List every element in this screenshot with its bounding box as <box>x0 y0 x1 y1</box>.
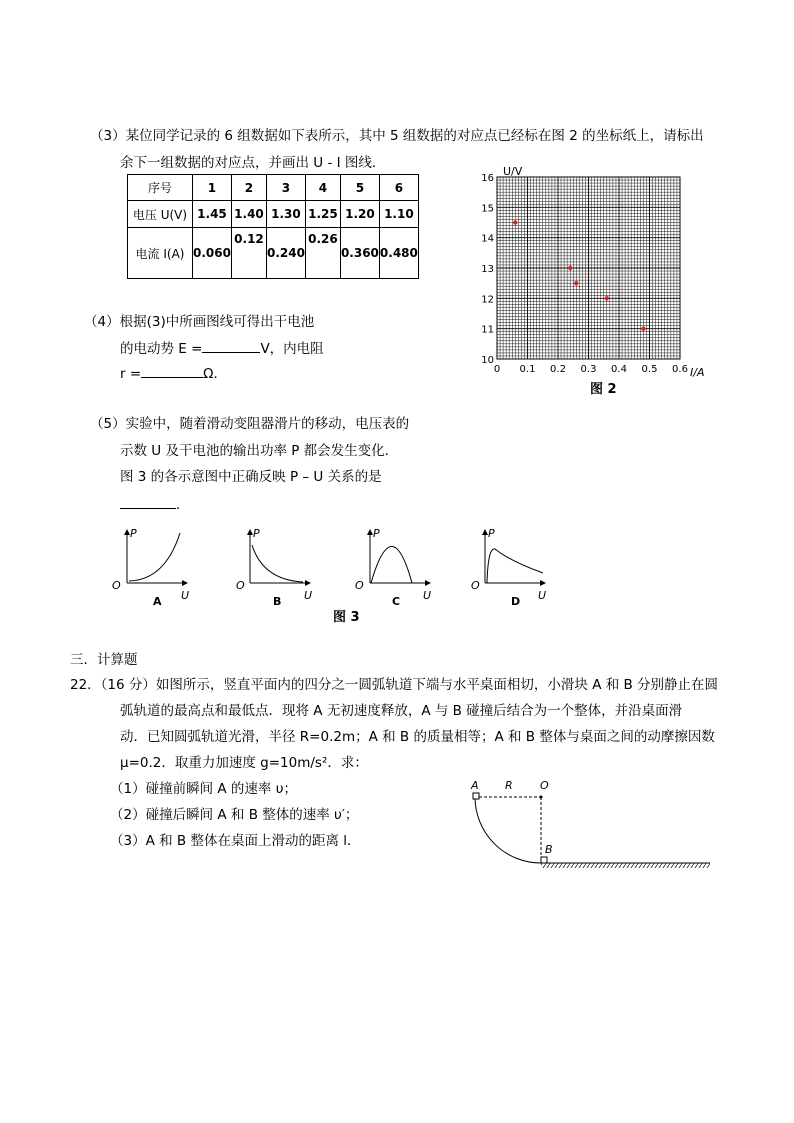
table-cell: 1.40 <box>231 201 266 228</box>
origin-label: O <box>112 579 121 592</box>
table-cell: 0.240 <box>266 228 305 279</box>
data-point <box>513 220 517 224</box>
q22-sub1: （1）碰撞前瞬间 A 的速率 υ； <box>110 781 298 797</box>
q5-line2: 示数 U 及干电池的输出功率 P 都会发生变化． <box>120 443 399 459</box>
axis-p-label: P <box>130 527 137 540</box>
graph-label-d: D <box>511 595 521 608</box>
y-tick-label: 13 <box>481 264 494 275</box>
resistance-blank[interactable] <box>141 363 203 378</box>
q4-emf-label: 的电动势 E = <box>120 341 203 357</box>
axis-p-label: P <box>253 527 260 540</box>
table-cell: 4 <box>305 175 340 201</box>
table-cell: 1.30 <box>266 201 305 228</box>
y-tick-label: 16 <box>481 173 494 184</box>
x-tick-label: 0.2 <box>550 364 566 375</box>
fig2-caption: 图 2 <box>590 382 617 397</box>
q5-line3: 图 3 的各示意图中正确反映 P – U 关系的是 <box>120 469 382 485</box>
block-b <box>541 857 547 863</box>
x-tick-label: 0.1 <box>519 364 536 375</box>
q3-line2: 余下一组数据的对应点，并画出 U - I 图线． <box>120 155 386 171</box>
table-header-cell: 序号 <box>128 175 193 201</box>
data-point <box>568 266 572 270</box>
emf-blank[interactable] <box>202 338 260 353</box>
axis-p-label: P <box>373 527 380 540</box>
table-cell: 0.480 <box>379 228 418 279</box>
origin-label: O <box>236 579 245 592</box>
q3-line1: （3）某位同学记录的 6 组数据如下表所示，其中 5 组数据的对应点已经标在图 2 的坐标纸上，请标出 <box>90 128 704 144</box>
answer-blank[interactable] <box>120 494 176 509</box>
label-o: O <box>540 779 549 792</box>
graph-b <box>236 527 312 608</box>
x-axis-label: I/A <box>690 366 705 379</box>
y-tick-label: 12 <box>481 294 494 306</box>
y-tick-label: 14 <box>481 233 494 245</box>
y-axis-label: U/V <box>503 165 523 178</box>
origin-label: O <box>471 579 480 592</box>
label-r: R <box>505 779 513 792</box>
table-cell: 0.060 <box>193 228 232 279</box>
q22-sub2: （2）碰撞后瞬间 A 和 B 整体的速率 υ′； <box>110 807 359 823</box>
q4-line2 <box>120 338 324 359</box>
label-b: B <box>545 843 553 856</box>
label-a: A <box>471 779 479 792</box>
x-tick-label: 0.4 <box>611 364 627 375</box>
fig3-caption: 图 3 <box>333 610 360 625</box>
q5-line1: （5）实验中，随着滑动变阻器滑片的移动，电压表的 <box>90 416 410 432</box>
graph-label-a: A <box>153 595 162 608</box>
table-cell: 3 <box>266 175 305 201</box>
axis-u-label: U <box>304 589 313 602</box>
table-cell: 6 <box>379 175 418 201</box>
q22-line1: 22．（16 分）如图所示，竖直平面内的四分之一圆弧轨道下端与水平桌面相切，小滑块 A 和 B 分别静止在圆 <box>70 677 719 693</box>
q22-line4: μ=0.2．取重力加速度 g=10m/s²．求： <box>120 755 368 771</box>
table-cell: 0.360 <box>340 228 379 279</box>
graph-a <box>112 527 189 608</box>
table-header-cell: 电流 I(A) <box>128 228 193 279</box>
q5-period: ． <box>176 497 190 513</box>
block-a <box>473 793 479 799</box>
table-cell: 2 <box>231 175 266 201</box>
table-cell: 1.10 <box>379 201 418 228</box>
ui-graph <box>470 160 720 400</box>
table-header-cell: 电压 U(V) <box>128 201 193 228</box>
x-tick-label: 0.3 <box>580 364 597 375</box>
y-tick-label: 10 <box>481 355 494 366</box>
data-point <box>574 281 578 285</box>
q4-resistance-label: V，内电阻 <box>260 341 324 357</box>
table-cell: 1.45 <box>193 201 232 228</box>
axis-u-label: U <box>181 589 190 602</box>
q4-line3 <box>120 363 227 384</box>
table-cell: 1 <box>193 175 232 201</box>
table-cell: 0.26 <box>305 228 340 279</box>
table-cell: 5 <box>340 175 379 201</box>
x-tick-labels <box>494 364 688 375</box>
axis-p-label: P <box>488 527 495 540</box>
graph-c <box>355 527 431 608</box>
q22-line3: 动．已知圆弧轨道光滑，半径 R=0.2m；A 和 B 的质量相等；A 和 B 整体与桌面之间的动摩擦因数 <box>120 729 715 745</box>
graph-grid <box>497 177 680 359</box>
section-title: 三．计算题 <box>70 652 138 668</box>
table-cell: 1.20 <box>340 201 379 228</box>
axis-u-label: U <box>538 589 547 602</box>
y-tick-label: 15 <box>481 203 494 215</box>
data-point <box>605 296 609 300</box>
q5-line4 <box>120 494 190 515</box>
y-tick-labels <box>481 173 494 366</box>
q22-line2: 弧轨道的最高点和最低点．现将 A 无初速度释放，A 与 B 碰撞后结合为一个整体，并沿桌面滑 <box>120 703 683 719</box>
y-tick-label: 11 <box>481 324 494 336</box>
q4-r-label: r = <box>120 366 142 382</box>
q22-sub3: （3）A 和 B 整体在桌面上滑动的距离 l． <box>110 833 361 849</box>
x-tick-label: 0.6 <box>672 364 688 375</box>
data-table <box>127 174 419 279</box>
axis-u-label: U <box>423 589 432 602</box>
graph-label-c: C <box>392 595 401 608</box>
graph-d <box>471 527 546 608</box>
q4-ohm-label: Ω． <box>203 366 227 382</box>
x-tick-label: 0 <box>493 364 501 375</box>
track-diagram <box>465 775 715 875</box>
table-cell: 1.25 <box>305 201 340 228</box>
q4-line1: （4）根据(3)中所画图线可得出干电池 <box>84 314 315 330</box>
origin-label: O <box>355 579 364 592</box>
table-cell: 0.12 <box>231 228 266 279</box>
x-tick-label: 0.5 <box>641 364 658 375</box>
data-point <box>641 326 645 330</box>
graph-label-b: B <box>273 595 282 608</box>
